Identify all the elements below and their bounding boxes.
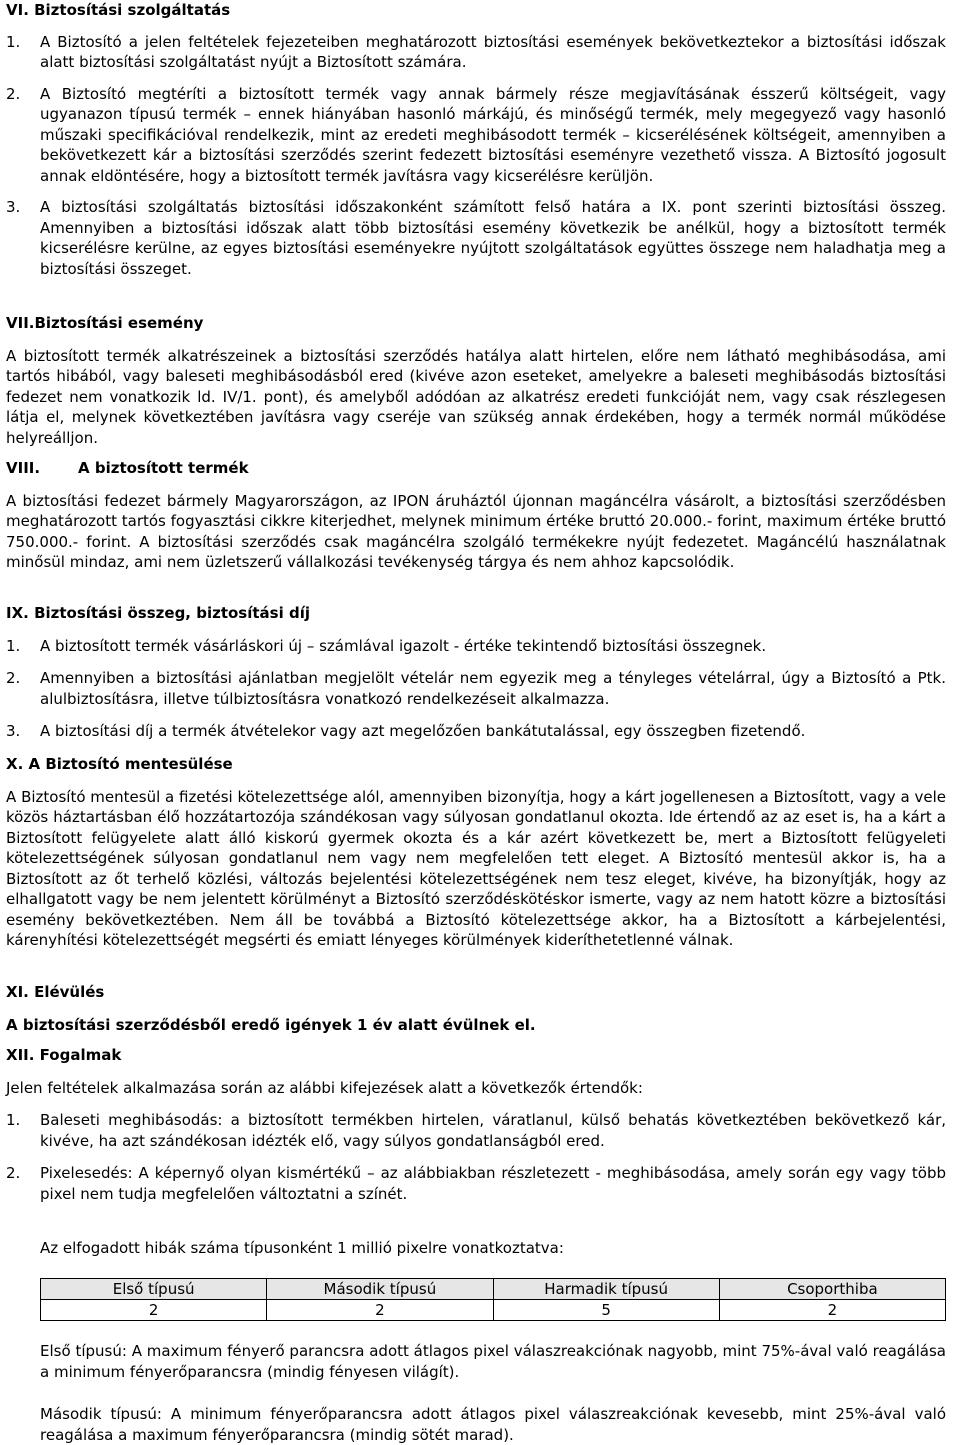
item-text: A biztosítási szolgáltatás biztosítási időszakonként számított felső határa a IX. pont szerinti biztosítási összeg. Amennyiben a biztosítási időszak alatt több biztosítási esemény következik be anélkül, hogy a biztosított termék kicserélésre kerülne, az egyes biztosítási eseményekre nyújtott szolgáltatások együttes összege nem haladhatja meg a biztosítási összeget. — [40, 198, 946, 278]
section-vii-heading: VII.Biztosítási esemény — [6, 314, 204, 332]
section-x — [6, 754, 946, 951]
section-vi-heading: VI. Biztosítási szolgáltatás — [6, 1, 231, 19]
item-number: 3. — [6, 198, 21, 216]
item-number: 2. — [6, 1164, 21, 1182]
item-text: A biztosítási díj a termék átvételekor vagy azt megelőzően bankátutalással, egy összegben fizetendő. — [40, 722, 806, 740]
section-vi-item-2 — [6, 84, 946, 187]
item-number: 1. — [6, 32, 21, 51]
section-viii-text: A biztosítási fedezet bármely Magyarországon, az IPON áruháztól újonnan magáncélra vásárolt, a biztosítási szerződésben meghatározott tartós fogyasztási cikkre kiterjedhet, melynek minimum értéke bruttó 20.000.- forint, maximum értéke bruttó 750.000.- forint. A biztosítási szerződés csak magáncélra szolgáló termékekre nyújt fedezetet. Magáncélú használatnak minősül mindaz, ami nem üzletszerű vállalkozási tevékenység tárgya és nem ahhoz kapcsolódik. — [6, 491, 946, 571]
item-text: Amennyiben a biztosítási ajánlatban megjelölt vételár nem egyezik meg a tényleges vételárral, úgy a Biztosító a Ptk. alulbiztosításra, illetve túlbiztosításra vonatkozó rendelkezéseit alkalmazza. — [40, 669, 946, 708]
table-cell: 2 — [267, 1300, 493, 1321]
item-number: 1. — [6, 1111, 21, 1129]
section-xi — [6, 982, 946, 1035]
section-xii-item-1 — [6, 1110, 946, 1151]
table-row — [41, 1300, 946, 1321]
item-number: 2. — [6, 669, 21, 687]
item-number: 3. — [6, 722, 21, 740]
section-vii-text: A biztosított termék alkatrészeinek a biztosítási szerződés hatálya alatt hirtelen, előre nem látható meghibásodása, ami tartós hibából, vagy baleseti meghibásodásból ered (kivéve azon eseteket, amelyekre a baleseti meghibásodás biztosítási fedezet nem vonatkozik ld. IV/1. pont), és amelyből adódóan az alkatrész eredeti funkcióját nem, vagy csak részlegesen látja el, melynek következtében javításra vagy cseréje van szükség annak érdekében, hogy a termék normál működése helyreálljon. — [6, 346, 946, 447]
type-1-definition: Első típusú: A maximum fényerő parancsra adott átlagos pixel válaszreakciónak nagyobb, mint 75%-ával való reagálása a minimum fényerőparancsra (mindig fényesen világít). — [40, 1342, 946, 1381]
section-vi — [6, 0, 946, 279]
item-text: A biztosított termék vásárláskori új – számlával igazolt - értéke tekintendő biztosítási összegnek. — [40, 636, 767, 655]
section-viii-heading — [6, 458, 946, 479]
table-header-row — [41, 1279, 946, 1300]
section-xii-intro: Jelen feltételek alkalmazása során az alábbi kifejezések alatt a következők értendők: — [6, 1078, 643, 1097]
item-text: Baleseti meghibásodás: a biztosított termékben hirtelen, váratlanul, külső behatás következtében bekövetkező kár, kivéve, ha azt szándékosan idézték elő, vagy súlyos gondatlanságból ered. — [40, 1111, 946, 1150]
section-ix-item-2 — [6, 668, 946, 709]
table-cell: 2 — [41, 1300, 267, 1321]
type-2-definition: Második típusú: A minimum fényerőparancsra adott átlagos pixel válaszreakciónak kevesebb, mint 25%-ával való reagálása a maximum fényerőparancsra (mindig sötét marad). — [40, 1405, 946, 1444]
section-ix — [6, 603, 946, 742]
item-number: 2. — [6, 84, 21, 103]
table-intro: Az elfogadott hibák száma típusonként 1 millió pixelre vonatkoztatva: — [40, 1239, 564, 1257]
section-vii — [6, 313, 946, 448]
section-xii-heading: XII. Fogalmak — [6, 1046, 122, 1064]
section-xi-heading: XI. Elévülés — [6, 983, 105, 1001]
section-x-heading: X. A Biztosító mentesülése — [6, 755, 233, 773]
section-viii-number: VIII. — [6, 459, 41, 477]
section-vi-item-3 — [6, 197, 946, 279]
table-header-cell: Második típusú — [267, 1279, 493, 1300]
section-ix-item-3 — [6, 721, 946, 742]
table-cell: 2 — [719, 1300, 945, 1321]
item-text: A Biztosító megtéríti a biztosított termék vagy annak bármely része megjavításának ésszerű költségeit, vagy ugyanazon típusú termék – ennek hiányában hasonló márkájú, és minőségű termék, mely megegyező vagy hasonló műszaki specifikációval rendelkezik, mint az eredeti meghibásodott termék – kicserélésének költségeit, amennyiben a bekövetkezett kár a biztosítási szerződés szerint fedezett biztosítási eseményre vezethető vissza. A Biztosító jogosult annak eldöntésére, hogy a biztosított termék javításra vagy kicserélésre kerüljön. — [40, 84, 946, 185]
section-xii-item-2 — [6, 1163, 946, 1204]
item-number: 1. — [6, 636, 21, 655]
section-ix-heading: IX. Biztosítási összeg, biztosítási díj — [6, 604, 310, 622]
section-vi-item-1 — [6, 32, 946, 73]
section-xii — [6, 1045, 946, 1204]
item-text: A Biztosító a jelen feltételek fejezeteiben meghatározott biztosítási események bekövetkeztekor a biztosítási időszak alatt biztosítási szolgáltatást nyújt a Biztosított számára. — [40, 32, 946, 71]
section-x-text: A Biztosító mentesül a fizetési kötelezettsége alól, amennyiben bizonyítja, hogy a kárt jogellenesen a Biztosított, vagy a vele közös háztartásban élő hozzátartozója szándékosan vagy súlyosan gondatlanul okozta. Ide értendő az az eset is, ha a kárt a Biztosított felügyelete alatt álló kiskorú gyermek okozta és a kár azért következett be, mert a Biztosított felügyeleti kötelezettségének súlyosan gondatlanul nem vagy nem megfelelően tett eleget. A Biztosító mentesül akkor is, ha a Biztosított az őt terhelő közlési, változás bejelentési kötelezettségének nem tesz eleget, kivéve, ha bizonyítják, hogy az elhallgatott vagy be nem jelentett körülményt a Biztosító szerződéskötéskor ismerte, vagy az nem hatott közre a biztosítási esemény bekövetkeztében. Nem áll be továbbá a Biztosító kötelezettsége akkor, ha a Biztosított a kárbejelentési, kárenyhítési kötelezettségét megsérti és emiatt lényeges körülmények kideríthetetlenné válnak. — [6, 787, 946, 949]
table-header-cell: Csoporthiba — [719, 1279, 945, 1300]
defect-table — [40, 1278, 946, 1321]
section-viii-title: A biztosított termék — [78, 459, 249, 477]
section-xi-text: A biztosítási szerződésből eredő igények 1 év alatt évülnek el. — [6, 1015, 536, 1034]
table-header-cell: Első típusú — [41, 1279, 267, 1300]
section-viii — [6, 458, 946, 573]
item-text: Pixelesedés: A képernyő olyan kismértékű – az alábbiakban részletezett - meghibásodása, amely során egy vagy több pixel nem tudja megfelelően változtatni a színét. — [40, 1164, 946, 1203]
table-header-cell: Harmadik típusú — [493, 1279, 719, 1300]
table-cell: 5 — [493, 1300, 719, 1321]
section-ix-item-1 — [6, 636, 946, 657]
